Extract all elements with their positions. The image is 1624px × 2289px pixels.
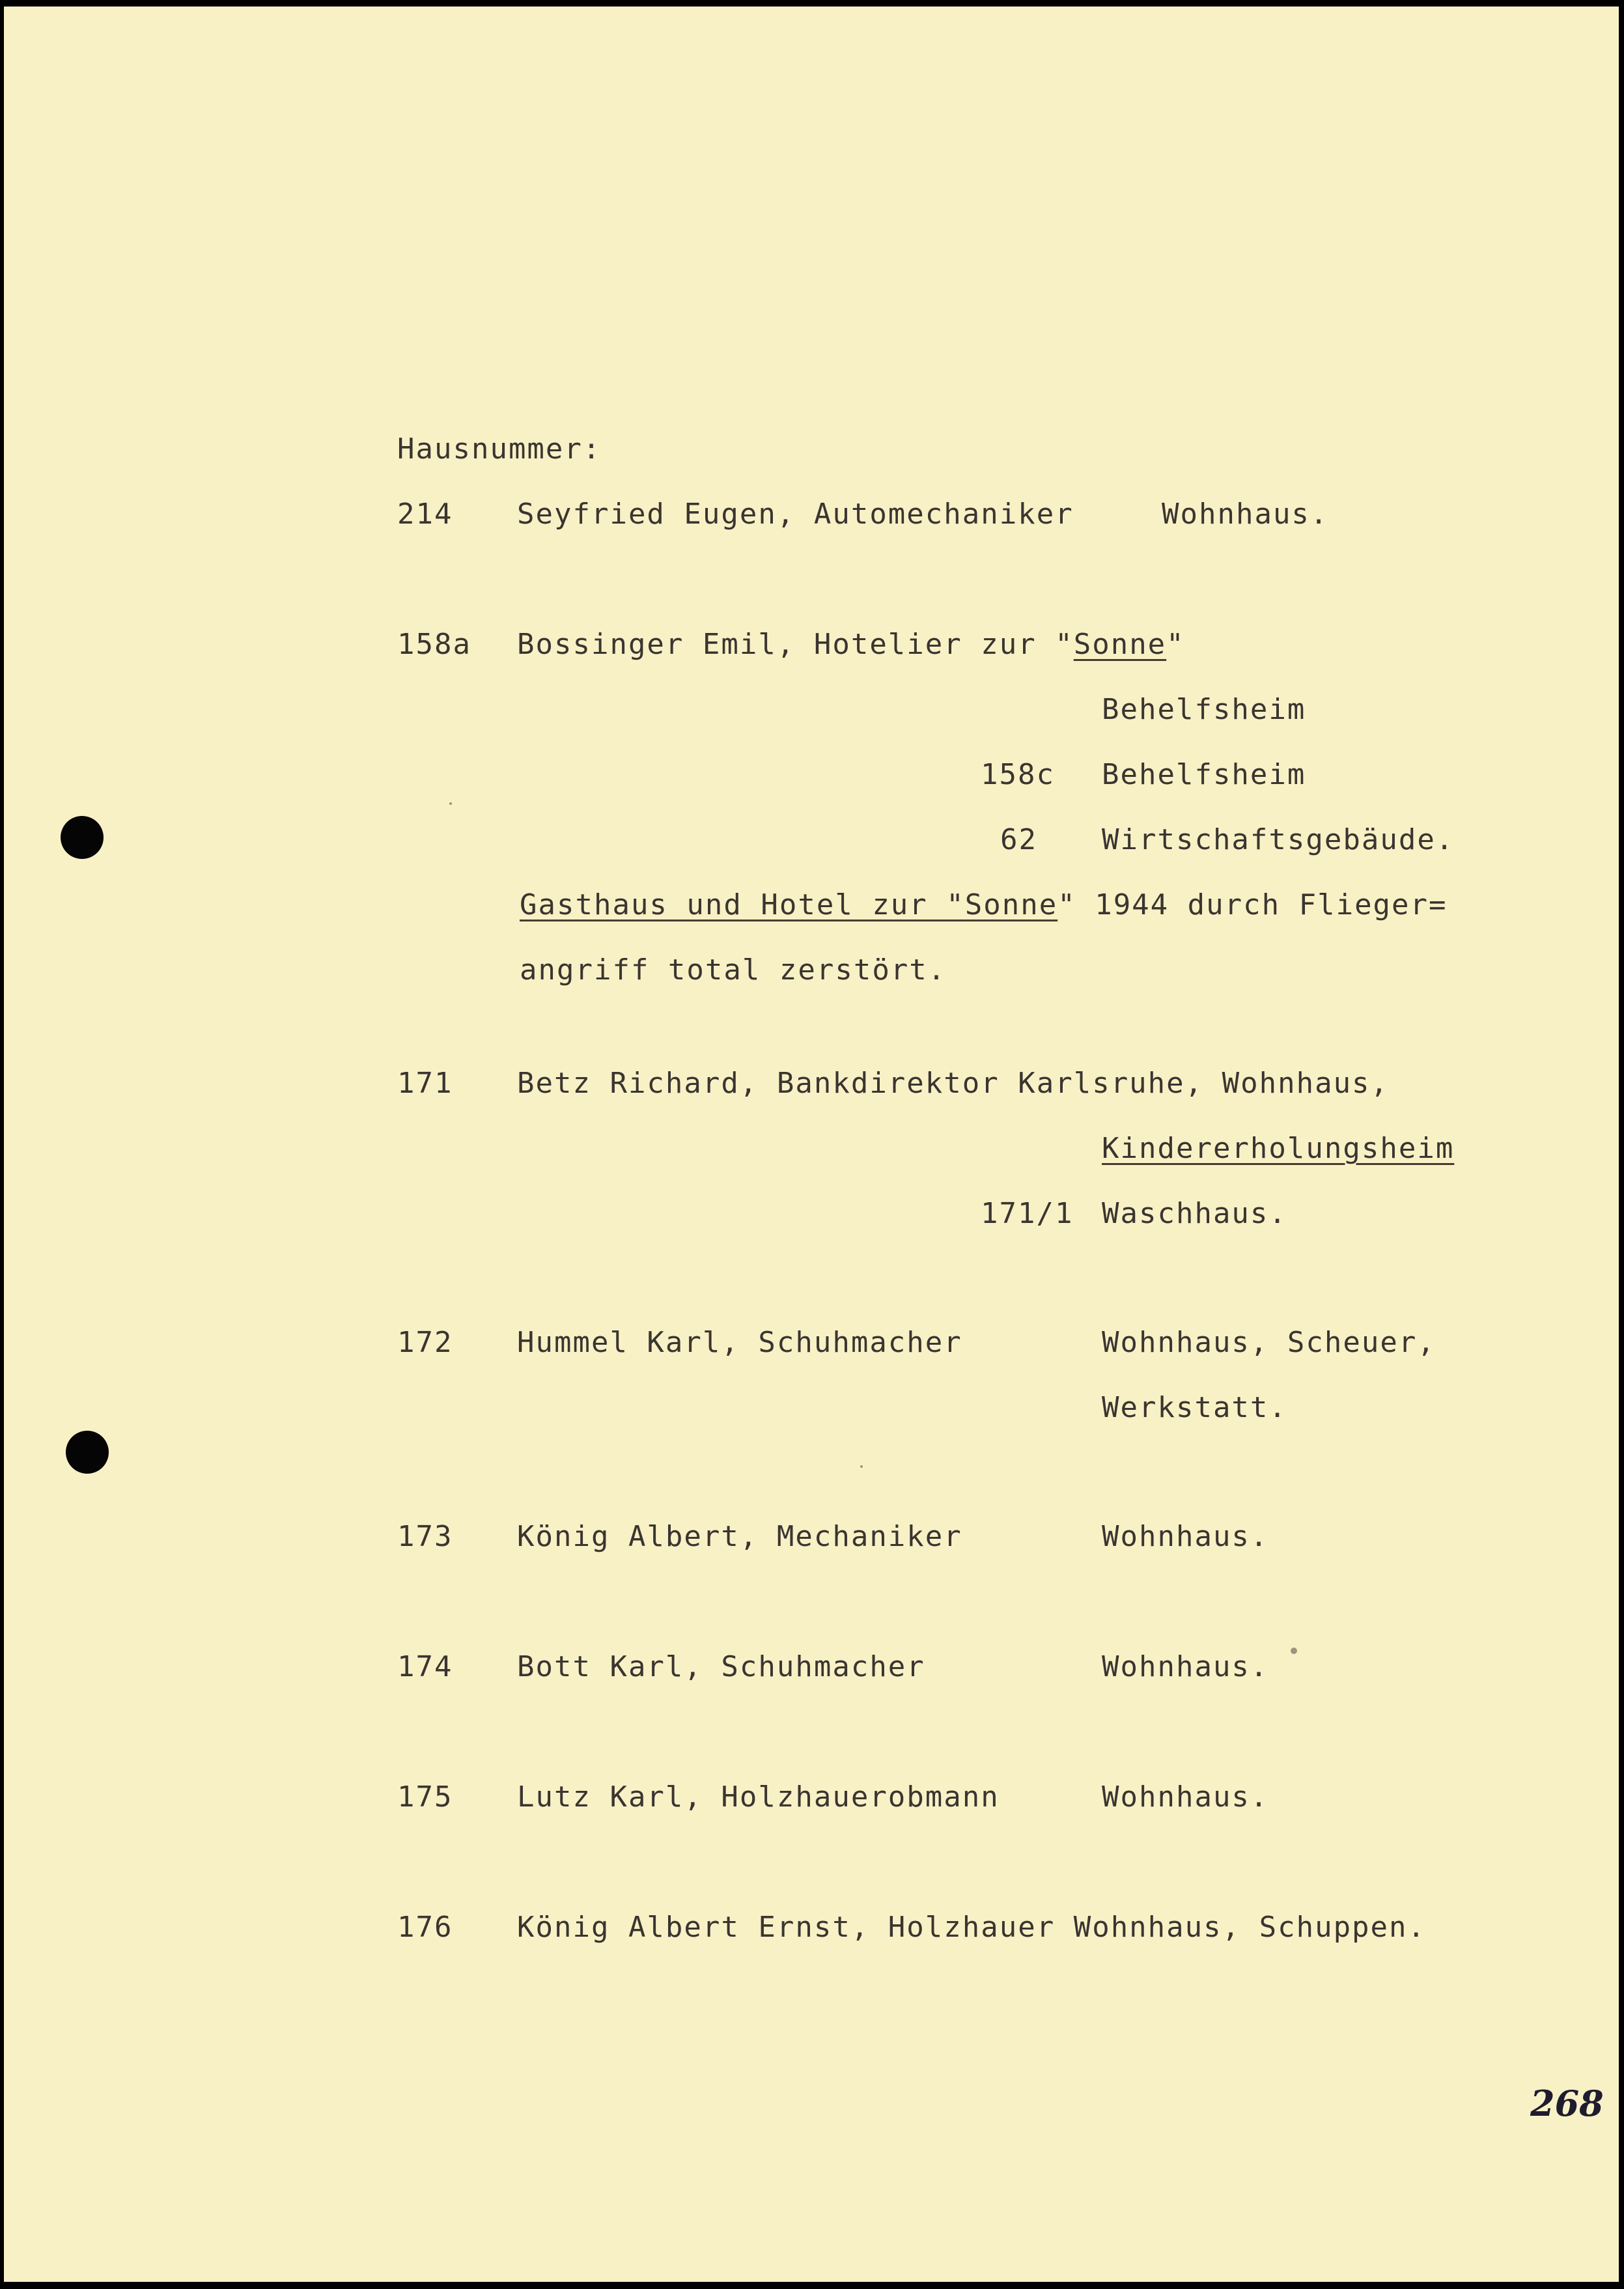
entry-174-number: 174 <box>397 1650 453 1683</box>
entry-175-owner: Lutz Karl, Holzhauerobmann <box>517 1780 1000 1814</box>
entry-214-owner: Seyfried Eugen, Automechaniker <box>517 498 1074 531</box>
entry-172-building: Wohnhaus, Scheuer, <box>1102 1326 1436 1359</box>
entry-171-1-building: Waschhaus. <box>1102 1197 1287 1230</box>
paper-speck <box>860 1465 863 1468</box>
entry-158a-quote-close: " <box>1166 628 1185 661</box>
entry-175-building: Wohnhaus. <box>1102 1780 1269 1814</box>
entry-158a-note-underlined: Gasthaus und Hotel zur "Sonne <box>520 888 1058 921</box>
entry-174-owner: Bott Karl, Schuhmacher <box>517 1650 925 1683</box>
entry-158a-building: Behelfsheim <box>1102 693 1306 726</box>
entry-171-number: 171 <box>397 1067 453 1100</box>
entry-158a-number: 158a <box>397 628 471 661</box>
entry-158a-note-line1 <box>520 887 1448 923</box>
punch-hole-top <box>61 816 104 859</box>
entry-173-owner: König Albert, Mechaniker <box>517 1520 962 1553</box>
entry-158a-owner <box>517 626 1185 663</box>
entry-214-number: 214 <box>397 498 453 531</box>
entry-171-building-underlined: Kindererholungsheim <box>1102 1132 1455 1165</box>
entry-158a-owner-sonne: Sonne <box>1073 628 1167 661</box>
entry-158a-quote-open: " <box>1055 628 1074 661</box>
document-page <box>4 7 1619 2282</box>
entry-62-building: Wirtschaftsgebäude. <box>1102 823 1455 856</box>
entry-176-number: 176 <box>397 1911 453 1944</box>
entry-172-number: 172 <box>397 1326 453 1359</box>
entry-176-owner: König Albert Ernst, Holzhauer Wohnhaus, Schuppen. <box>517 1911 1427 1944</box>
entry-158c-number: 158c <box>981 758 1055 791</box>
entry-171-owner: Betz Richard, Bankdirektor Karlsruhe, Wohnhaus, <box>517 1067 1390 1100</box>
entry-214-building: Wohnhaus. <box>1162 498 1329 531</box>
page-number: 268 <box>1530 2083 1604 2124</box>
paper-speck <box>449 802 452 805</box>
entry-62-number: 62 <box>1000 823 1037 856</box>
entry-172-owner: Hummel Karl, Schuhmacher <box>517 1326 962 1359</box>
header-label: Hausnummer: <box>397 432 602 466</box>
entry-172-building-line2: Werkstatt. <box>1102 1391 1287 1424</box>
entry-158a-owner-text: Bossinger Emil, Hotelier zur <box>517 628 1056 661</box>
punch-hole-bottom <box>66 1431 109 1474</box>
entry-175-number: 175 <box>397 1780 453 1814</box>
entry-173-number: 173 <box>397 1520 453 1553</box>
entry-158a-note-rest: " 1944 durch Flieger= <box>1057 888 1448 921</box>
paper-speck <box>1291 1648 1297 1654</box>
entry-171-1-number: 171/1 <box>981 1197 1074 1230</box>
entry-174-building: Wohnhaus. <box>1102 1650 1269 1683</box>
entry-158c-building: Behelfsheim <box>1102 758 1306 791</box>
entry-158a-note-line2: angriff total zerstört. <box>520 953 947 987</box>
entry-173-building: Wohnhaus. <box>1102 1520 1269 1553</box>
